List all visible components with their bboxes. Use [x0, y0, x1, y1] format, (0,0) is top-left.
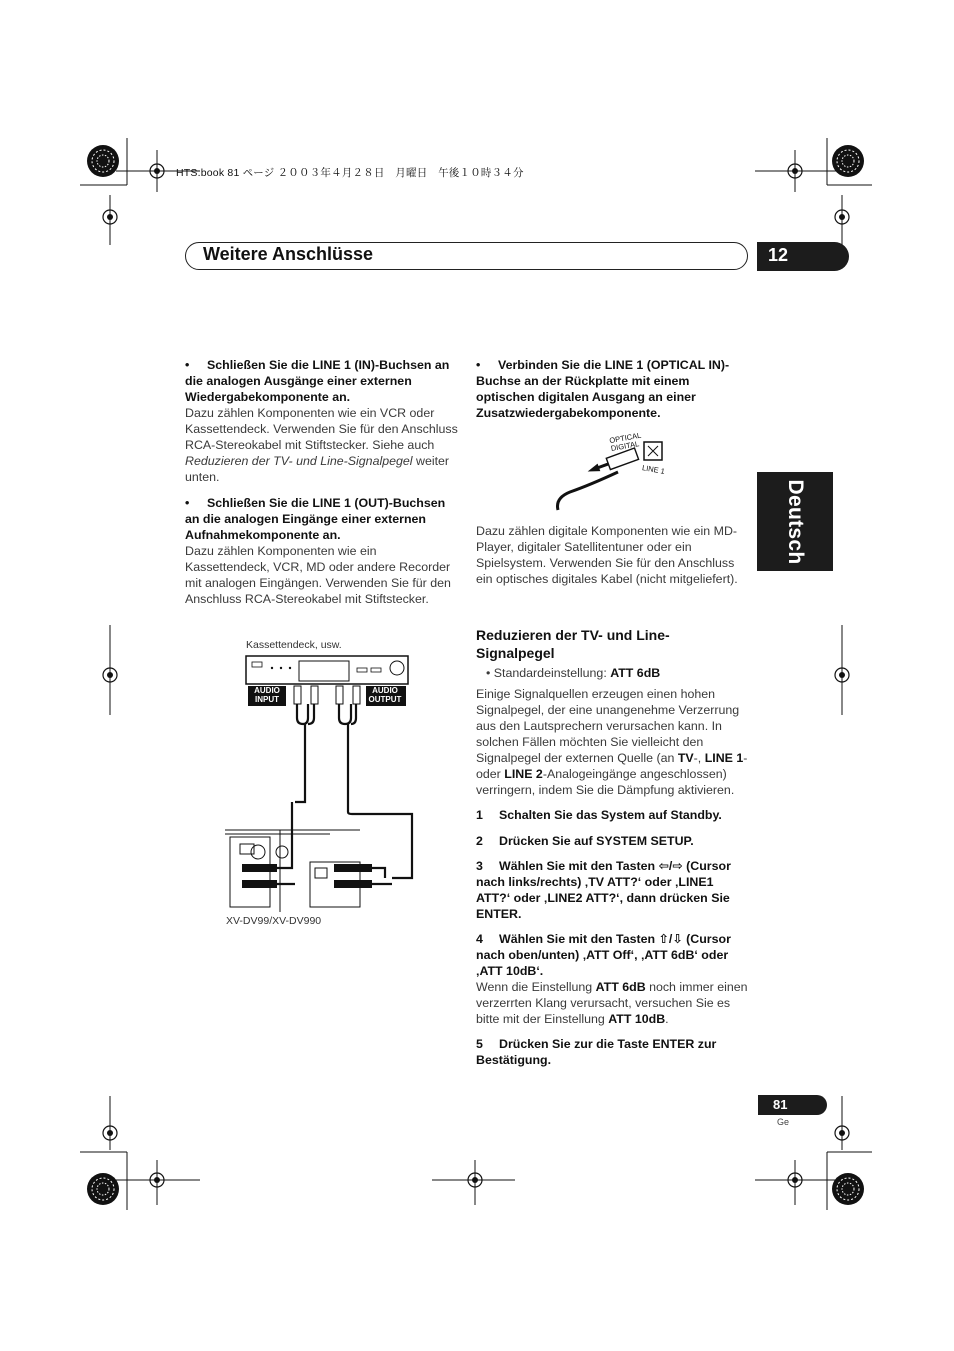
left-column — [185, 357, 460, 607]
audio-output-label: AUDIO OUTPUT — [368, 686, 402, 704]
attenuation-paragraph: Einige Signalquellen erzeugen einen hohen Signalpegel, der eine unangenehme Verzerrung aus den Lautsprechern verursachen kann. In solchen Fällen möchten Sie vielleicht den Signalpegel der externen Quelle (an TV-, LINE 1- oder LINE 2-Analogeingänge angeschlossen) verringern, indem Sie die Dämpfung aktivieren. — [476, 687, 748, 797]
bullet-text-line1-in: Dazu zählen Komponenten wie ein VCR oder Kassettendeck. Verwenden Sie für den Anschluss RCA-Stereokabel mit Stiftstecker. Siehe auch Reduzieren der TV- und Line-Signalpegel weiter unten. — [185, 406, 458, 484]
step-5: 5 Drücken Sie zur die Taste ENTER zur Bestätigung. — [476, 1037, 717, 1067]
step-3: 3 Wählen Sie mit den Tasten ⇦/⇨ (Cursor nach links/rechts) ‚TV ATT?‘ oder ‚LINE1 ATT?‘ oder ‚LINE2 ATT?‘, dann drücken Sie ENTER. — [476, 859, 731, 921]
optical-description: Dazu zählen digitale Komponenten wie ein MD-Player, digitaler Satellitentuner oder ein Spielsystem. Verwenden Sie für den Anschluss ein optisches digitales Kabel (nicht mitgeliefert). — [476, 524, 738, 586]
audio-input-label: AUDIO INPUT — [254, 686, 280, 704]
line1-label: LINE 1 — [641, 463, 666, 476]
attenuation-section — [476, 626, 748, 1068]
page-language-code: Ge — [777, 1117, 790, 1127]
chapter-number: 12 — [768, 245, 789, 265]
right-column — [476, 357, 748, 421]
step-4-note: Wenn die Einstellung ATT 6dB noch immer einen verzerrten Klang verursacht, versuchen Sie es bitte mit der Einstellung ATT 10dB. — [476, 980, 748, 1026]
bullet-heading-line1-out: • Schließen Sie die LINE 1 (OUT)-Buchsen an die analogen Eingänge einer externen Aufnahmekomponente an. — [185, 496, 446, 542]
bullet-heading-line1-in: • Schließen Sie die LINE 1 (IN)-Buchsen an die analogen Ausgänge einer externen Wiedergabekomponente an. — [185, 358, 450, 404]
main-unit-caption: XV-DV99/XV-DV990 — [226, 915, 322, 927]
print-header: HTS.book 81 ページ ２００３年４月２８日 月曜日 午後１０時３４分 — [176, 167, 524, 179]
page-number-badge — [758, 1095, 827, 1115]
optical-digital-label: OPTICAL DIGITAL — [608, 430, 642, 454]
default-setting: • Standardeinstellung: ATT 6dB — [486, 666, 661, 680]
bullet-heading-optical: • Verbinden Sie die LINE 1 (OPTICAL IN)-Buchse an der Rückplatte mit einem optischen digitalen Ausgang an einer Zusatzwiedergabekomponente. — [476, 358, 730, 420]
language-tab — [757, 472, 833, 571]
step-4: 4 Wählen Sie mit den Tasten ⇧/⇩ (Cursor nach oben/unten) ‚ATT Off‘, ‚ATT 6dB‘ oder ‚ATT 10dB‘. — [476, 932, 731, 978]
step-2: 2 Drücken Sie auf SYSTEM SETUP. — [476, 834, 694, 848]
bullet-text-line1-out: Dazu zählen Komponenten wie ein Kassettendeck, VCR, MD oder andere Recorder mit analogen Eingängen. Verwenden Sie für den Anschluss RCA-Stereokabel mit Stiftstecker. — [185, 544, 451, 606]
attenuation-subheading: Reduzieren der TV- und Line-Signalpegel — [476, 627, 670, 661]
language-tab-label: Deutsch — [784, 479, 807, 564]
page-number: 81 — [773, 1097, 788, 1112]
device-caption: Kassettendeck, usw. — [246, 639, 342, 651]
step-1: 1 Schalten Sie das System auf Standby. — [476, 808, 722, 822]
section-title: Weitere Anschlüsse — [203, 244, 374, 264]
